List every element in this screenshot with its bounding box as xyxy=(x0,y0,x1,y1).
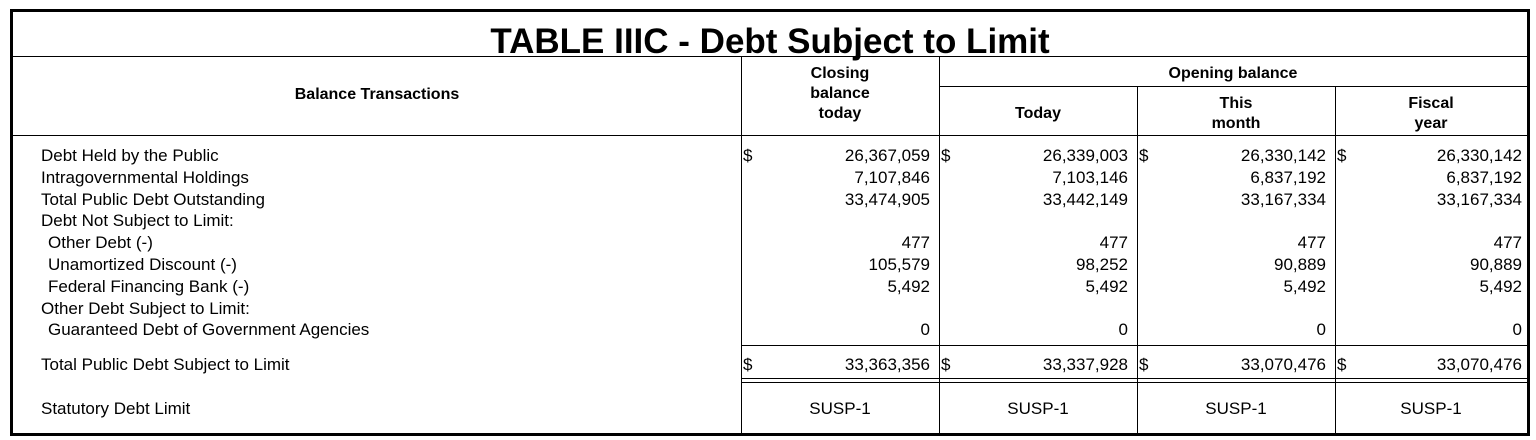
total-row-dollar-sign: $ xyxy=(1337,355,1347,374)
table-row-3-label: Total Public Debt Outstanding xyxy=(41,189,265,209)
total-row-value-opening-today: 33,337,928 xyxy=(1042,355,1128,374)
table-row-2-value-fiscal-year: 6,837,192 xyxy=(1446,167,1522,187)
statutory-row-value-opening-today: SUSP-1 xyxy=(1007,399,1069,418)
table-row-7-value-fiscal-year: 5,492 xyxy=(1479,276,1522,296)
header-opening-balance: Opening balance xyxy=(1168,65,1298,82)
header-closing-balance-today: Closing balance today xyxy=(810,65,870,122)
header-divider xyxy=(13,135,1527,136)
table-row-3-value-this-month: 33,167,334 xyxy=(1240,189,1326,209)
total-line-2 xyxy=(741,382,1527,383)
table-row-1-dollar-sign: $ xyxy=(941,146,951,165)
header-fiscal-year: Fiscal year xyxy=(1408,95,1454,132)
header-this-month: This month xyxy=(1211,95,1261,132)
table-row-2-value-this-month: 6,837,192 xyxy=(1250,167,1326,187)
table-row-7-value-closing-today: 5,492 xyxy=(887,276,930,296)
table-row-6-label: Unamortized Discount (-) xyxy=(48,255,237,274)
total-row-label: Total Public Debt Subject to Limit xyxy=(41,355,290,374)
table-row-1-dollar-sign: $ xyxy=(743,146,753,165)
table-row-8-label: Other Debt Subject to Limit: xyxy=(41,298,250,318)
table-row-1-value-fiscal-year: 26,330,142 xyxy=(1436,146,1522,165)
table-row-1-value-closing-today: 26,367,059 xyxy=(844,146,930,165)
table-row-9-value-closing-today: 0 xyxy=(920,320,930,340)
total-row-dollar-sign: $ xyxy=(743,355,753,374)
table-row-1-value-opening-today: 26,339,003 xyxy=(1042,146,1128,165)
table-row-2-value-opening-today: 7,103,146 xyxy=(1052,167,1128,187)
table-row-6-value-closing-today: 105,579 xyxy=(868,255,930,274)
total-row-value-this-month: 33,070,476 xyxy=(1240,355,1326,374)
total-row-dollar-sign: $ xyxy=(1139,355,1149,374)
table-row-4-label: Debt Not Subject to Limit: xyxy=(41,211,234,231)
table-row-9-value-fiscal-year: 0 xyxy=(1512,320,1522,340)
total-row-value-closing-today: 33,363,356 xyxy=(844,355,930,374)
table-row-5-value-closing-today: 477 xyxy=(901,233,930,253)
statutory-row-value-closing-today: SUSP-1 xyxy=(809,399,871,418)
table-row-9-value-this-month: 0 xyxy=(1316,320,1326,340)
opening-balance-divider xyxy=(939,86,1527,87)
table-row-5-value-fiscal-year: 477 xyxy=(1493,233,1522,253)
debt-table xyxy=(10,9,1530,436)
column-divider-4 xyxy=(1335,86,1336,433)
table-row-1-dollar-sign: $ xyxy=(1337,146,1347,165)
table-row-3-value-closing-today: 33,474,905 xyxy=(844,189,930,209)
table-row-3-value-fiscal-year: 33,167,334 xyxy=(1436,189,1522,209)
statutory-row-value-fiscal-year: SUSP-1 xyxy=(1400,399,1462,418)
table-row-5-label: Other Debt (-) xyxy=(48,233,153,253)
table-row-7-label: Federal Financing Bank (-) xyxy=(48,276,250,296)
statutory-row-value-this-month: SUSP-1 xyxy=(1205,399,1267,418)
table-row-9-value-opening-today: 0 xyxy=(1118,320,1128,340)
table-row-6-value-this-month: 90,889 xyxy=(1274,255,1326,274)
table-row-2-label: Intragovernmental Holdings xyxy=(41,167,249,187)
total-line-1 xyxy=(741,378,1527,379)
statutory-row-label: Statutory Debt Limit xyxy=(41,399,191,418)
table-row-6-value-opening-today: 98,252 xyxy=(1076,255,1128,274)
table-row-3-value-opening-today: 33,442,149 xyxy=(1042,189,1128,209)
total-row-value-fiscal-year: 33,070,476 xyxy=(1436,355,1522,374)
title-divider xyxy=(13,56,1527,57)
header-today: Today xyxy=(1015,105,1061,122)
table-row-1-dollar-sign: $ xyxy=(1139,146,1149,165)
column-divider-3 xyxy=(1137,86,1138,433)
table-title: TABLE IIIC - Debt Subject to Limit xyxy=(490,22,1050,61)
table-row-1-label: Debt Held by the Public xyxy=(41,146,219,165)
table-row-2-value-closing-today: 7,107,846 xyxy=(854,167,930,187)
total-row-dollar-sign: $ xyxy=(941,355,951,374)
table-row-5-value-this-month: 477 xyxy=(1297,233,1326,253)
table-row-7-value-this-month: 5,492 xyxy=(1283,276,1326,296)
table-row-7-value-opening-today: 5,492 xyxy=(1085,276,1128,296)
table-row-9-label: Guaranteed Debt of Government Agencies xyxy=(48,320,370,340)
table-row-1-value-this-month: 26,330,142 xyxy=(1240,146,1326,165)
table-row-5-value-opening-today: 477 xyxy=(1099,233,1128,253)
table-row-6-value-fiscal-year: 90,889 xyxy=(1470,255,1522,274)
header-balance-transactions: Balance Transactions xyxy=(294,86,460,103)
subtotal-line xyxy=(741,345,1527,346)
